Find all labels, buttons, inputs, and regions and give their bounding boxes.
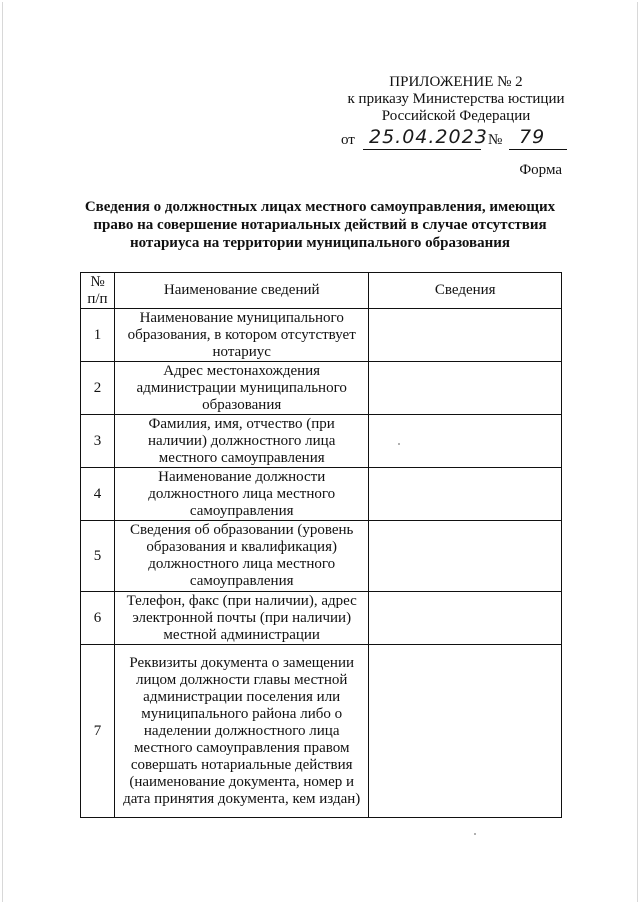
table-row (81, 362, 562, 415)
row-value (369, 362, 562, 415)
row-name: Адрес местонахождения администрации муниципального образования (114, 362, 369, 415)
table-header-row (81, 273, 562, 309)
row-number: 6 (81, 592, 115, 645)
form-label: Форма (519, 162, 562, 178)
row-name: Сведения об образовании (уровень образования и квалификация) должностного лица местного самоуправления (114, 521, 369, 592)
number-underline (509, 149, 567, 150)
row-name: Фамилия, имя, отчество (при наличии) должностного лица местного самоуправления (114, 415, 369, 468)
header-number: № п/п (81, 273, 115, 309)
row-number: 2 (81, 362, 115, 415)
row-value (369, 415, 562, 468)
row-value (369, 645, 562, 818)
row-value (369, 468, 562, 521)
appendix-number: ПРИЛОЖЕНИЕ № 2 (389, 74, 523, 90)
table-row (81, 415, 562, 468)
row-number: 7 (81, 645, 115, 818)
header-value: Сведения (369, 273, 562, 309)
table-row (81, 309, 562, 362)
federation-line: Российской Федерации (381, 108, 531, 124)
table-row (81, 645, 562, 818)
order-reference: к приказу Министерства юстиции (347, 91, 565, 107)
table-row (81, 468, 562, 521)
row-name: Наименование муниципального образования, в котором отсутствует нотариус (114, 309, 369, 362)
row-number: 4 (81, 468, 115, 521)
table-row (81, 521, 562, 592)
row-number: 5 (81, 521, 115, 592)
row-name: Реквизиты документа о замещении лицом должности главы местной администрации поселения или муниципального района либо о наделении должностного лица местного самоуправления правом совершать нотариальные действия (наименование документа, номер и дата принятия документа, кем издан) (114, 645, 369, 818)
table-row (81, 592, 562, 645)
scan-speck (474, 833, 476, 835)
scan-speck (398, 443, 400, 445)
date-underline (363, 149, 481, 150)
row-name: Наименование должности должностного лица местного самоуправления (114, 468, 369, 521)
appendix-header (336, 74, 576, 125)
row-number: 1 (81, 309, 115, 362)
handwritten-date: 25.04.2023 (369, 126, 488, 148)
info-table (80, 272, 562, 818)
row-number: 3 (81, 415, 115, 468)
row-value (369, 592, 562, 645)
handwritten-number: 79 (519, 126, 546, 148)
date-prefix: от (341, 132, 355, 148)
row-value (369, 309, 562, 362)
row-name: Телефон, факс (при наличии), адрес электронной почты (при наличии) местной администрации (114, 592, 369, 645)
order-date-number (341, 126, 571, 150)
document-title: Сведения о должностных лицах местного самоуправления, имеющих право на совершение нотариальных действий в случае отсутствия нотариуса на территории муниципального образования (84, 199, 556, 251)
number-sign: № (488, 132, 503, 148)
row-value (369, 521, 562, 592)
header-name: Наименование сведений (114, 273, 369, 309)
